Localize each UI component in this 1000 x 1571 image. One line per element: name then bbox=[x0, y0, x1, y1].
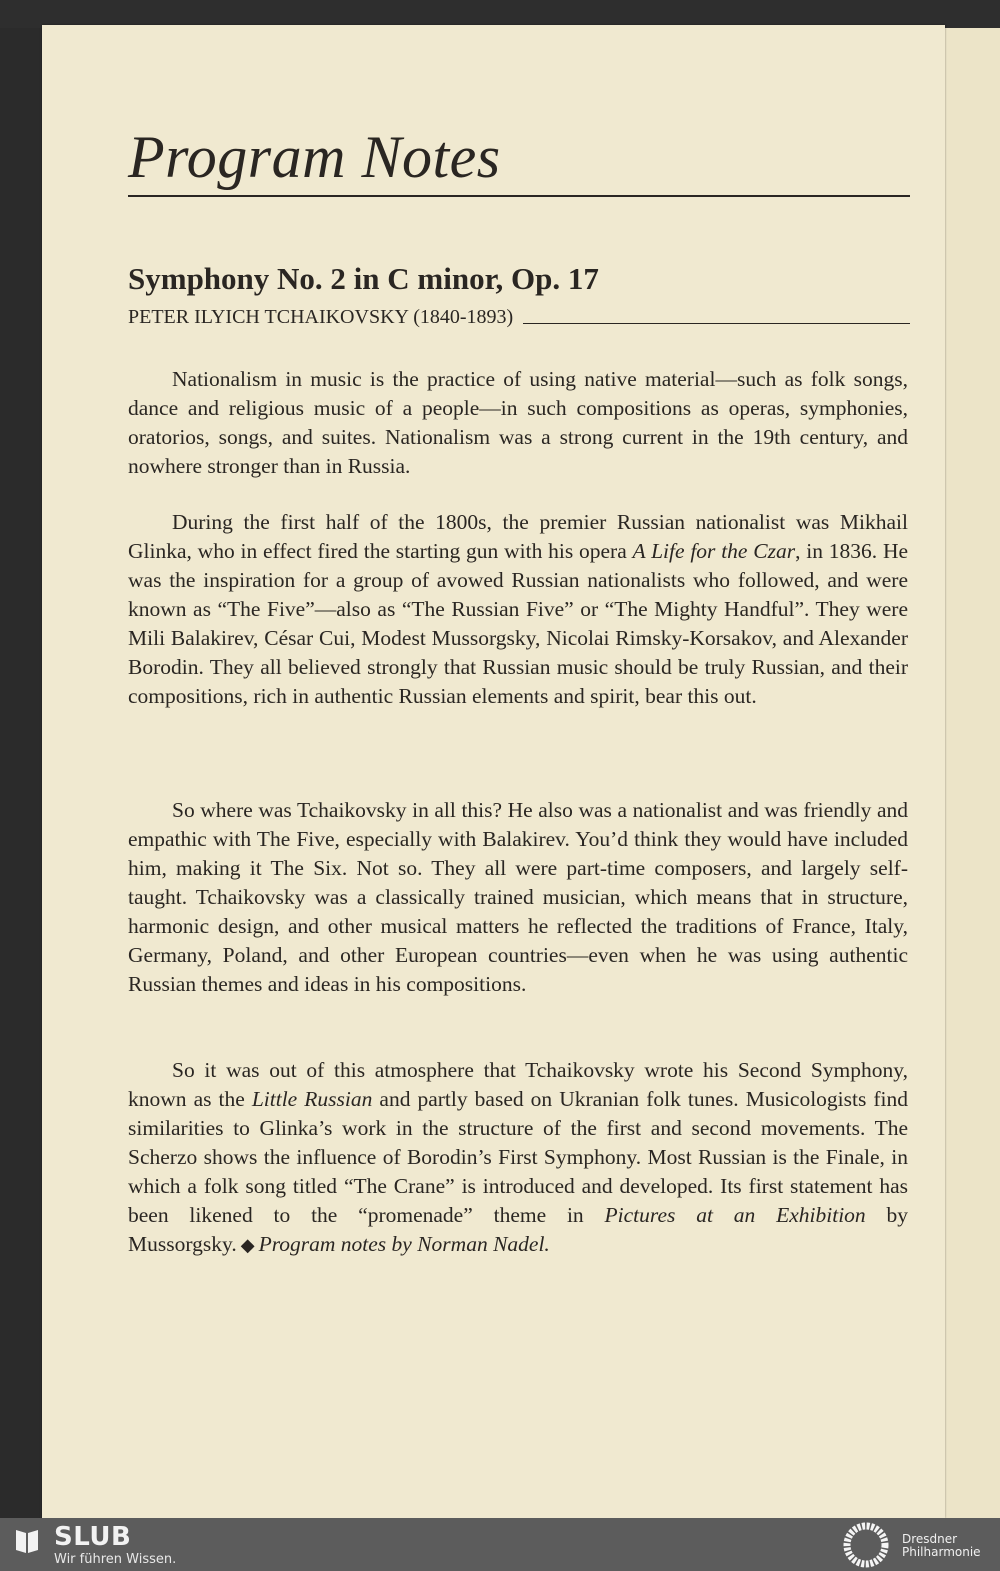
philharmonie-logo-icon[interactable] bbox=[838, 1520, 894, 1570]
opera-title: A Life for the Czar bbox=[632, 539, 796, 563]
paragraph-4-text-a: So it was out of this atmosphere that Tchaikovsky wrote his Second Symphony, known as the bbox=[128, 1058, 908, 1111]
diamond-icon: ◆ bbox=[240, 1235, 255, 1255]
philharmonie-name[interactable] bbox=[902, 1533, 981, 1559]
philharmonie-name-line2: Philharmonie bbox=[902, 1545, 981, 1559]
paragraph-2 bbox=[128, 508, 908, 711]
pictures-title: Pictures at an Exhibition bbox=[604, 1203, 866, 1227]
paragraph-4-text-b: and partly based on Ukranian folk tunes. Musicologists find similarities to Glinka’s work in the structure of the first and second movements. The Scherzo shows the influence of Borodin’s First Symphony. Most Russian is the Finale, in which a folk song titled “The Crane” is introduced and developed. Its first statement has been likened to the “promenade” theme in bbox=[128, 1087, 909, 1227]
paragraph-2-text-a: During the first half of the 1800s, the premier Russian nationalist was Mikhail Glinka, who in effect fired the starting gun with his opera bbox=[128, 510, 908, 563]
piece-title: Symphony No. 2 in C minor, Op. 17 bbox=[128, 261, 599, 296]
composer-name: PETER ILYICH TCHAIKOVSKY (1840-1893) bbox=[128, 306, 514, 328]
page-title: Program Notes bbox=[128, 124, 501, 190]
symphony-nickname: Little Russian bbox=[251, 1087, 373, 1111]
paragraph-4-text-c: by Mussorgsky. bbox=[128, 1203, 909, 1256]
paragraph-2-text-b: , in 1836. He was the inspiration for a group of avowed Russian nationalists who followed, and were known as “The Five”—also as “The Russian Five” or “The Mighty Handful”. They were Mili Balakirev, César Cui, Modest Mussorgsky, Nicolai Rimsky-Korsakov, and Alexander Borodin. They all believed strongly that Russian music should be truly Russian, and their compositions, rich in authentic Russian elements and spirit, bear this out. bbox=[128, 539, 909, 708]
philharmonie-name-line1: Dresdner bbox=[902, 1532, 958, 1546]
scan-background-top bbox=[0, 0, 1000, 28]
slub-tagline: Wir führen Wissen. bbox=[54, 1552, 177, 1567]
title-rule bbox=[128, 195, 910, 197]
program-notes-credit: Program notes by Norman Nadel. bbox=[258, 1232, 550, 1256]
paragraph-4 bbox=[128, 1056, 908, 1260]
paragraph-1: Nationalism in music is the practice of using native material—such as folk songs, dance and religious music of a people—in such compositions as operas, symphonies, oratorios, songs, and suites. Nationalism was a strong current in the 19th century, and nowhere stronger than in Russia. bbox=[128, 367, 908, 478]
composer-rule bbox=[523, 323, 910, 325]
page-title-block bbox=[128, 117, 910, 197]
slub-logo-text[interactable]: SLUB bbox=[54, 1522, 132, 1552]
paragraph-3: So where was Tchaikovsky in all this? He also was a nationalist and was friendly and empathic with The Five, especially with Balakirev. You’d think they would have included him, making it The Six. Not so. They all were part-time composers, and largely self-taught. Tchaikovsky was a classically trained musician, which means that in structure, harmonic design, and other musical matters he reflected the traditions of France, Italy, Germany, Poland, and other European countries—even when he was using authentic Russian themes and ideas in his compositions. bbox=[128, 798, 908, 996]
footer-bar bbox=[0, 1518, 1000, 1571]
composer-line bbox=[128, 306, 910, 329]
document-page bbox=[42, 25, 945, 1518]
slub-book-icon[interactable] bbox=[12, 1526, 42, 1556]
